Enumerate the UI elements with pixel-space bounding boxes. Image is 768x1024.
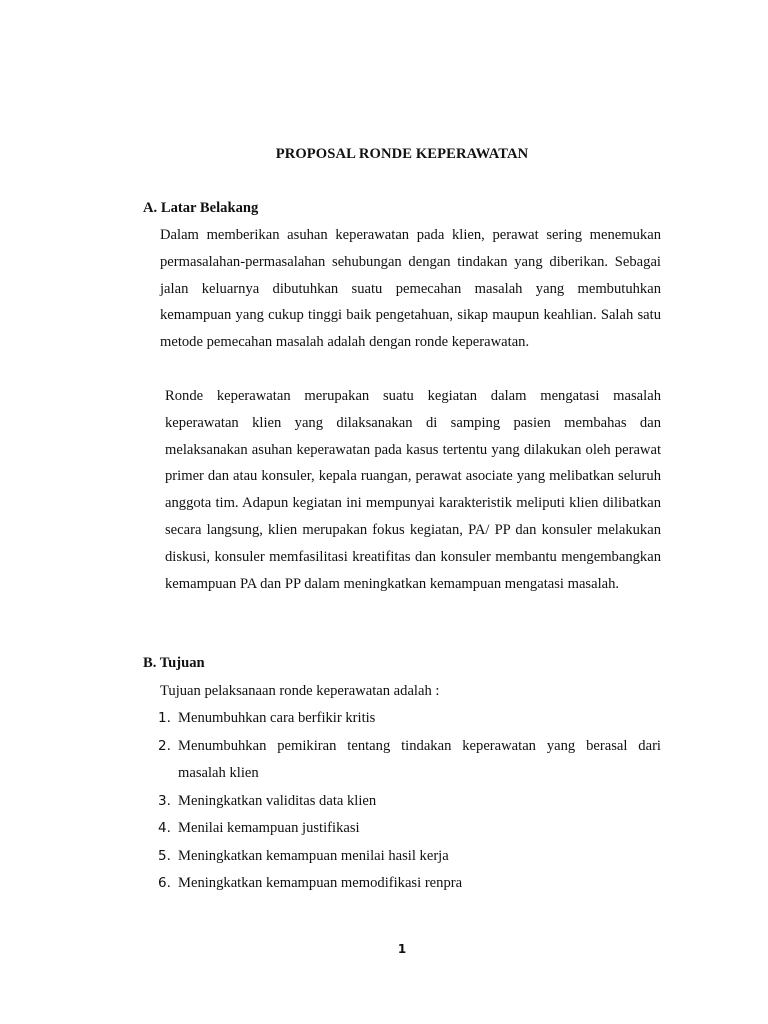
list-item-text: Meningkatkan validitas data klien	[178, 792, 377, 809]
list-item	[158, 870, 661, 898]
list-item	[158, 705, 661, 733]
document-title: PROPOSAL RONDE KEPERAWATAN	[275, 146, 529, 162]
section-heading-latar-belakang: A. Latar Belakang	[143, 200, 259, 216]
list-item	[158, 843, 661, 871]
list-item-text: Menilai kemampuan justifikasi	[178, 820, 360, 836]
list-item-number: 5.	[158, 847, 171, 864]
list-item	[158, 788, 661, 816]
list-item-text: Menumbuhkan cara berfikir kritis	[178, 710, 376, 726]
list-item-text: Menumbuhkan pemikiran tentang tindakan keperawatan yang berasal dari masalah klien	[178, 737, 661, 781]
list-item-number: 1.	[158, 710, 171, 726]
list-item-text: Meningkatkan kemampuan menilai hasil kerja	[178, 847, 449, 864]
tujuan-intro-text: Tujuan pelaksanaan ronde keperawatan adalah :	[160, 683, 440, 699]
page-number: 1	[397, 942, 407, 956]
list-item-number: 2.	[158, 737, 171, 754]
paragraph-latar-belakang-1: Dalam memberikan asuhan keperawatan pada klien, perawat sering menemukan permasalahan-permasalahan sehubungan dengan tindakan yang diberikan. Sebagai jalan keluarnya dibutuhkan suatu pemecahan masalah yang membutuhkan kemampuan yang cukup tinggi baik pengetahuan, sikap maupun keahlian. Salah satu metode pemecahan masalah adalah dengan ronde keperawatan.	[160, 227, 661, 351]
paragraph-latar-belakang-2: Ronde keperawatan merupakan suatu kegiatan dalam mengatasi masalah keperawatan klien yang dilaksanakan di samping pasien membahas dan melaksanakan asuhan keperawatan pada kasus tertentu yang dilakukan oleh perawat primer dan atau konsuler, kepala ruangan, perawat asociate yang melibatkan seluruh anggota tim. Adapun kegiatan ini mempunyai karakteristik meliputi klien dilibatkan secara langsung, klien merupakan fokus kegiatan, PA/ PP dan konsuler melakukan diskusi, konsuler memfasilitasi kreatifitas dan konsuler membantu mengembangkan kemampuan PA dan PP dalam meningkatkan kemampuan mengatasi masalah.	[165, 388, 661, 592]
list-item	[158, 815, 661, 843]
list-item-text: Meningkatkan kemampuan memodifikasi renpra	[178, 875, 463, 891]
list-item-number: 6.	[158, 875, 171, 891]
list-item-number: 4.	[158, 820, 171, 836]
tujuan-list	[158, 705, 661, 898]
list-item	[158, 733, 661, 788]
list-item-number: 3.	[158, 792, 171, 809]
section-heading-tujuan: B. Tujuan	[143, 655, 205, 671]
